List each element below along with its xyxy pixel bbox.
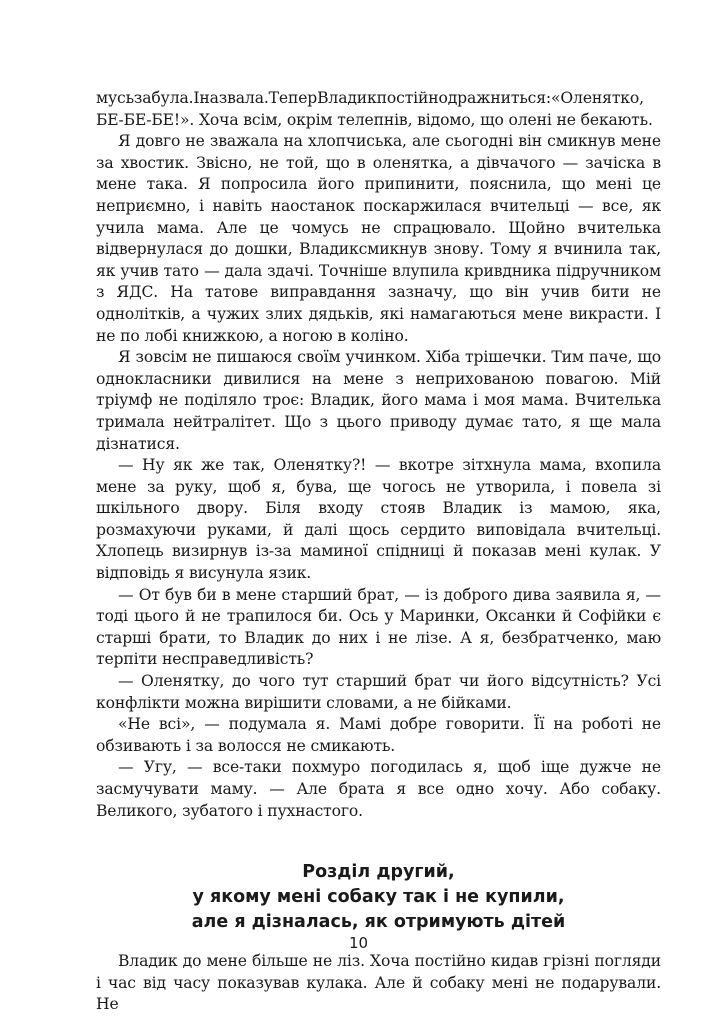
body-text-bottom: [96, 951, 661, 1016]
page-number: 10: [348, 934, 369, 952]
page-content: [96, 88, 661, 1016]
chapter-heading-line: Розділ другий,: [302, 862, 455, 883]
chapter-heading-line: у якому мені собаку так і не купили,: [192, 887, 565, 908]
chapter-heading-line: але я дізналась, як отримують дітей: [191, 912, 566, 933]
paragraph: Владик до мене більше не ліз. Хоча постійно кидав грізні погляди і час від часу показував кулака. Але й собаку мені не подарували. Не: [96, 952, 661, 1014]
paragraph: — Угу, — все-таки похмуро погодилась я, щоб іще дужче не засмучувати маму. — Але брата я все одно хочу. Або собаку. Великого, зубатого і пухнастого.: [96, 758, 661, 820]
paragraph: «Не всі», — подумала я. Мамі добре говорити. Її на роботі не обзивають і за волосся не смикають.: [96, 715, 661, 755]
chapter-heading: [96, 860, 661, 935]
paragraph: — Оленятку, до чого тут старший брат чи його відсутність? Усі конфлікти можна вирішити словами, а не бійками.: [96, 672, 661, 712]
paragraph: мусьзабула.Іназвала.ТеперВладикпостійнодражниться:«Оленятко, БЕ-БЕ-БЕ!». Хоча всім, окрім телепнів, відомо, що олені не бекають.: [96, 89, 653, 129]
paragraph: Я довго не зважала на хлопчиська, але сьогодні він смикнув мене за хвостик. Звісно, не той, що в оленятка, а дівчачого — зачіска в мене така. Я попросила його припинити, пояснила, що мені це неприємно, і навіть наостанок поскаржилася вчительці — все, як учила мама. Але це чомусь не спрацювало. Щойно вчителька відвернулася до дошки, Владиксмикнув знову. Тому я вчинила так, як учив тато — дала здачі. Точніше влупила кривдника підручником з ЯДС. На татове виправдання зазначу, що він учив бити не однолітків, а чужих злих дядьків, які намагаються мене викрасти. І не по лобі книжкою, а ногою в коліно.: [96, 132, 661, 345]
paragraph: — Ну як же так, Оленятку?! — вкотре зітхнула мама, вхопила мене за руку, щоб я, бува, ще чогось не утворила, і повела зі шкільного двору. Біля входу стояв Владик із мамою, яка, розмахуючи руками, й далі щось сердито виповідала вчительці. Хлопець визирнув із-за маминої спідниці й показав мені кулак. У відповідь я висунула язик.: [96, 456, 661, 583]
paragraph: — От був би в мене старший брат, — із доброго дива заявила я, — тоді цього й не трапилося би. Ось у Маринки, Оксанки й Софійки є старші брати, то Владик до них і не лізе. А я, безбратченко, маю терпіти несправедливість?: [96, 585, 661, 669]
paragraph: Я зовсім не пишаюся своїм учинком. Хіба трішечки. Тим паче, що однокласники дивилися на мене з неприхованою повагою. Мій тріумф не поділяло троє: Владик, його мама і моя мама. Вчителька тримала нейтралітет. Що з цього приводу думає тато, я ще мала дізнатися.: [96, 348, 661, 453]
body-text-top: [96, 88, 661, 822]
